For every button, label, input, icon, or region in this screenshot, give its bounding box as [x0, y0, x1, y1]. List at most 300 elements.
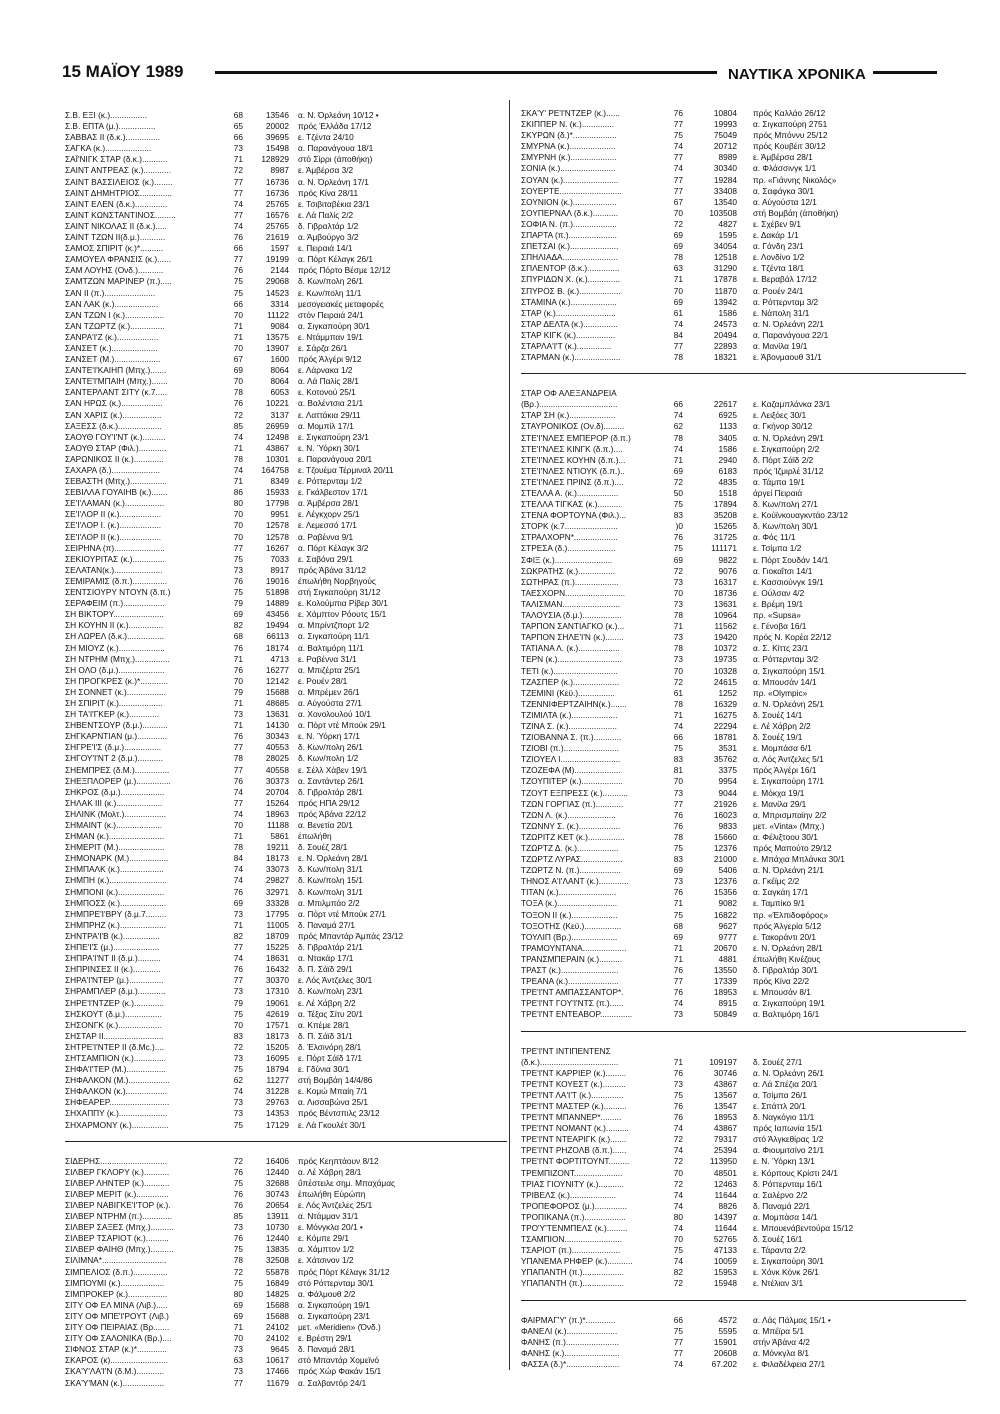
build-year: 74	[233, 875, 243, 886]
tonnage: 14353	[265, 1108, 289, 1119]
ship-row	[65, 1053, 507, 1064]
position-note: ε. Τζουέμα Τέρμιναλ 20/11	[298, 465, 394, 475]
ship-name: ΣΩΤΗΡΑΣ (π.)...................	[521, 576, 619, 587]
ship-name: ΣΗ ΒΙΚΤΟΡΥ......................	[65, 609, 164, 620]
build-year: 77	[673, 174, 683, 185]
ship-row	[65, 432, 507, 443]
ship-name: ΣΑΝΤΕΡΛΑΝΤ ΣΙΤΥ (κ.7.....	[65, 387, 168, 398]
position-note: πρός Μπόννυ 25/12	[753, 130, 828, 141]
tonnage: 16277	[265, 664, 289, 675]
tonnage: 16432	[265, 964, 289, 975]
tonnage: 13546	[265, 110, 289, 120]
ship-row	[65, 1244, 507, 1255]
ship-name: ΣΠΑΡΤΑ (π.).....................	[521, 230, 617, 241]
ship-row	[521, 297, 966, 308]
tonnage: 5595	[718, 1325, 737, 1336]
build-year: 65	[233, 121, 243, 132]
position-note: α. Ραβέννα 9/1	[298, 531, 354, 542]
ship-name: ΣΑΝ ΙΙ (π.)......................	[65, 287, 156, 298]
ship-row	[65, 1200, 507, 1211]
build-year: 73	[233, 1222, 243, 1233]
tonnage: 10964	[713, 610, 737, 621]
ship-name: ΣΟΥΑΝ (κ.)........................	[521, 174, 619, 185]
build-year: 74	[673, 1200, 683, 1211]
tonnage: 9082	[718, 898, 737, 909]
position-note: μετ. «Vinta» (Μπχ.)	[753, 820, 825, 831]
ship-name: ΣΕΛΑΤΑΝ(κ.).....................	[65, 564, 163, 575]
position-note: α. Φάλμουθ 2/2	[298, 1288, 356, 1299]
position-note: δ. Γιβραλτάρ 28/1	[298, 786, 363, 797]
tonnage: 47133	[713, 1245, 737, 1256]
ship-row	[65, 787, 507, 798]
ship-name: ΣΗΤΣΑΜΠΙΟΝ (κ.)..............	[65, 1052, 167, 1063]
position-note: πρός Άλγέρι 9/12	[298, 354, 362, 365]
ship-name: ΣΕ'Ι'ΛΑΜΑΝ (κ.).................	[65, 498, 165, 509]
position-note: δ. Σουέζ 28/1	[298, 842, 348, 853]
build-year: 73	[673, 876, 683, 887]
build-year: 69	[233, 1310, 243, 1321]
ship-name: ΣΗΠΡΙΝΣΕΣ ΙΙ (κ.)............	[65, 964, 161, 975]
tonnage: 17571	[265, 1019, 289, 1030]
position-note: α. Βαλτιμόρη 16/1	[753, 1009, 820, 1020]
tonnage: 9951	[270, 509, 289, 520]
build-year: 78	[673, 252, 683, 263]
ship-row	[521, 1315, 966, 1326]
tonnage: 8989	[718, 152, 737, 163]
build-year: 69	[233, 897, 243, 908]
ship-row	[65, 310, 507, 321]
ship-name: ΦΑΝΕΛΙ (κ.)......................	[521, 1325, 618, 1336]
position-note: δ. Π. Σάϊδ 29/1	[298, 964, 353, 975]
ship-name: ΣΗΦΑΛΚΟΝ (Μ.)..................	[65, 1075, 170, 1086]
tonnage: 16822	[713, 909, 737, 920]
ship-row	[65, 676, 507, 687]
build-year: 74	[673, 1358, 683, 1369]
ship-row	[521, 1278, 966, 1289]
ship-row	[65, 665, 507, 676]
position-note: ε. Ρόττερνταμ 1/2	[298, 476, 363, 487]
ship-row	[521, 1068, 966, 1079]
tonnage: 13540	[713, 196, 737, 207]
ship-row	[521, 1256, 966, 1267]
position-note: δ. Κων/πολη 31/1	[298, 864, 363, 875]
ship-row	[521, 788, 966, 799]
ship-name: ΣΑΞΕΣΣ (δ.κ.)...................	[65, 420, 162, 431]
build-year: 62	[673, 421, 683, 432]
ship-row	[65, 476, 507, 487]
ship-row	[521, 1348, 966, 1359]
ship-name: ΣΗΦΑΛΚΟΝ (κ.)..................	[65, 1086, 168, 1097]
ship-row	[521, 274, 966, 285]
position-note: α. Φός 11/1	[753, 532, 796, 543]
ship-row	[521, 666, 966, 677]
tonnage: 15660	[713, 831, 737, 842]
position-note: α. Λέ Χάβρη 28/1	[298, 1166, 362, 1177]
ship-row	[65, 188, 507, 199]
tonnage: 24573	[713, 318, 737, 329]
ship-row	[65, 1333, 507, 1344]
build-year: 67	[673, 196, 683, 207]
position-note: ε. Ταμπίκο 9/1	[753, 898, 805, 909]
ship-row	[65, 1344, 507, 1355]
tonnage: 15688	[265, 1299, 289, 1310]
ship-row	[521, 308, 966, 319]
ship-row	[521, 965, 966, 976]
ship-row	[65, 942, 507, 953]
ship-name: ΣΚΑ'Υ'ΛΑ'Ι'Ν (δ.Μ.)............	[65, 1366, 165, 1377]
build-year: 71	[233, 442, 243, 453]
tonnage: 75049	[713, 130, 737, 141]
build-year: 76	[673, 108, 683, 118]
ship-row	[521, 1190, 966, 1201]
ship-row	[65, 875, 507, 886]
ship-name: ΣΙΤΥ ΟΦ ΕΛ ΜΙΝΑ (Λιβ.).....	[65, 1299, 168, 1310]
position-note: ε. Μόκχα 19/1	[753, 787, 805, 798]
tonnage: 30746	[713, 1067, 737, 1078]
position-note: α. Μπρισμπαίην 2/2	[753, 809, 827, 820]
ship-row	[521, 175, 966, 186]
position-note: ε. Ούλσαν 4/2	[753, 587, 805, 598]
build-year: 70	[673, 587, 683, 598]
ship-row	[521, 876, 966, 887]
ship-row	[65, 354, 507, 365]
ship-name: ΣΑΓΚΑ (κ.)....................	[65, 143, 152, 154]
ship-row	[521, 230, 966, 241]
position-note: α. Λά Σπέζια 20/1	[753, 1078, 818, 1089]
position-note: ε. Άμβέρσα 28/1	[753, 152, 813, 163]
ship-row	[521, 510, 966, 521]
ship-name: ΣΗ ΣΠΙΡΙΤ (κ.)...................	[65, 697, 163, 708]
ship-row	[65, 221, 507, 232]
ship-row	[521, 954, 966, 965]
ship-name: ΤΖΩΝ ΓΟΡΓΙΑΣ (π.)............	[521, 798, 624, 809]
ship-row	[65, 1267, 507, 1278]
ship-row	[65, 709, 507, 720]
ship-name: ΣΑΙΝΤ ΒΑΣΣΙΛΕΙΟΣ (κ.)........	[65, 176, 173, 187]
position-note: α. Σ. Κίττς 23/1	[753, 643, 809, 654]
position-note: α. Μομπίλ 17/1	[298, 420, 354, 431]
ship-row	[521, 263, 966, 274]
tonnage: 4881	[718, 953, 737, 964]
ship-name: ΣΗ ΜΙΟΥΖ (κ.)....................	[65, 642, 165, 653]
ship-name: ΦΑΙΡΜΑΓ'Υ' (π.)*.............	[521, 1314, 616, 1325]
ship-name: ΣΗΜΑΝ (κ.)........................	[65, 831, 165, 842]
tonnage: 1586	[718, 443, 737, 454]
build-year: 77	[233, 797, 243, 808]
ship-row	[65, 143, 507, 154]
build-year: 69	[673, 230, 683, 241]
position-note: δ. Πόρτ Σάϊδ 2/2	[753, 454, 814, 465]
position-note: ε. Άμβέρσα 3/2	[298, 165, 354, 176]
tonnage: 1597	[270, 243, 289, 254]
build-year: 74	[233, 431, 243, 442]
position-note: ε. Κόρπους Κρίστι 24/1	[753, 1167, 838, 1178]
build-year: 70	[233, 520, 243, 531]
ship-name: ΤΑΤΙΑΝΑ Λ. (κ.)..................	[521, 643, 620, 654]
tonnage: 111171	[711, 543, 737, 554]
ship-row	[521, 433, 966, 444]
tonnage: 9076	[718, 565, 737, 576]
build-year: 77	[233, 176, 243, 187]
ship-name: ΣΟΥΠΕΡΝΑΛ (δ.κ.)...........	[521, 207, 619, 218]
position-note: ε. Λέ Χάβρη 2/2	[753, 720, 811, 731]
position-note: ε. Σιγκαπούρη 23/1	[298, 431, 369, 442]
ship-name: ΤΖΟΥΤ ΕΞΠΡΕΣΣ (κ.)...........	[521, 787, 628, 798]
build-year: 75	[233, 287, 243, 298]
ship-name: ΤΖΙΝΑ Σ. (κ.).....................	[521, 720, 617, 731]
build-year: 74	[233, 808, 243, 819]
tonnage: 40553	[265, 742, 289, 753]
ship-row	[65, 998, 507, 1009]
position-note: πρός Άλγέρι 16/1	[753, 765, 817, 776]
ship-name: ΣΠΥΡΙΔΩΝ Χ. (κ.)..............	[521, 274, 620, 285]
build-year: 84	[673, 329, 683, 340]
ship-name: ΤΡΕ'Ι'ΝΤ ΡΗΖΟΛΒ (δ.π.)......	[521, 1145, 627, 1156]
ship-name: ΤΡΕ'Ι'ΝΤ ΚΟΥΕΣΤ (κ.)..........	[521, 1078, 626, 1089]
tonnage: 19199	[265, 254, 289, 265]
position-note: α. Μομπάσα 14/1	[753, 1211, 818, 1222]
ship-row	[521, 699, 966, 710]
tonnage: 16023	[713, 809, 737, 820]
ship-name: ΣΑΝ ΤΖΩΡΤΖ (κ.)...............	[65, 320, 165, 331]
position-note: α. Χάμπτον 1/2	[298, 1244, 355, 1255]
ship-name: ΣΙΜΠΟΥΜΙ (κ.)...................	[65, 1277, 165, 1288]
ship-name: ΣΗ ΣΟΝΝΕΤ (κ.).................	[65, 686, 166, 697]
build-year: 76	[233, 1200, 243, 1210]
tonnage: 4827	[718, 218, 737, 229]
ship-name: ΣΑΙΝΤ ΚΩΝΣΤΑΝΤΙΝΟΣ.........	[65, 209, 176, 220]
ship-row	[65, 609, 507, 620]
ship-row	[521, 532, 966, 543]
build-year: 69	[673, 465, 683, 476]
ship-name: ΣΑΝ ΗΡΩΣ (κ.)..................	[65, 398, 163, 409]
position-note: α. Φλάσσινγκ 1/1	[753, 163, 817, 174]
tonnage: 3314	[270, 298, 289, 309]
ship-name: ΣΠΗΛΙΑΔΑ........................	[521, 252, 618, 263]
position-note: ε. Σέλλ Χάβεν 19/1	[298, 764, 368, 775]
position-note: ε. Τζέντα 18/1	[753, 263, 805, 274]
build-year: 77	[673, 1336, 683, 1347]
build-year: 73	[673, 654, 683, 665]
tonnage: 10059	[713, 1256, 737, 1267]
build-year: 69	[673, 554, 683, 565]
ship-row	[521, 765, 966, 776]
build-year: 70	[233, 509, 243, 520]
ship-name: ΣΕΒΑΣΤΗ (Μπχ.)................	[65, 476, 167, 487]
ship-row	[65, 1031, 507, 1042]
ship-name: ΣΗΧΑΡΜΟΝΥ (κ.)................	[65, 1119, 169, 1130]
position-note: ε. Σπάττλ 20/1	[753, 1100, 806, 1111]
ship-row	[521, 932, 966, 943]
position-note: πρός Μαπούτο 29/12	[753, 843, 832, 853]
build-year: 70	[673, 1167, 683, 1178]
tonnage: 29763	[265, 1097, 289, 1108]
left-column	[65, 110, 507, 1389]
ship-row	[65, 210, 507, 221]
build-year: 84	[233, 853, 243, 864]
ship-name: ΣΤΕ'Ι'ΝΛΕΣ ΝΤΙΟΥΚ (δ.π.)..	[521, 465, 625, 476]
ship-name: ΣΗΜΠΡΗΖ (κ.)....................	[65, 919, 167, 930]
tonnage: 15933	[265, 487, 289, 498]
position-note: πρός Κίνα 22/2	[753, 976, 810, 987]
ship-name: ΣΑΝΤΕ'Ι'ΚΑΙΗΠ (Μπχ.).......	[65, 365, 167, 376]
position-note: α. Πόρτ ντέ Μπούκ 29/1	[298, 720, 386, 731]
ship-name: ΣΕΙΡΗΝΑ (π)......................	[65, 542, 165, 553]
ship-name: ΣΤΑΡΛΑ'Ι'Τ (κ.)...............	[521, 340, 612, 351]
ship-name: ΣΤΡΑΛΧΟΡΝ*...................	[521, 532, 618, 543]
ship-name: ΣΙΤΥ ΟΦ ΣΑΛΟΝΙΚΑ (Βρ.)....	[65, 1333, 172, 1344]
build-year: 61	[673, 307, 683, 318]
ship-name: ΤΑΡΠΟΝ ΣΗΛΕ'Ι'Ν (κ.)........	[521, 632, 624, 643]
ship-name: ΣΤΑΡ (κ.)..........................	[521, 307, 616, 318]
ship-name: ΣΑΝΣΕΤ (Μ.)....................	[65, 354, 161, 365]
ship-row	[521, 643, 966, 654]
position-note: ε. Νάπολη 31/1	[753, 307, 810, 318]
tonnage: 3531	[718, 743, 737, 754]
ship-name: ΣΑΟΥΘ ΣΤΑΡ (Φιλ.)............	[65, 442, 167, 453]
ship-name: ΤΑΛΙΣΜΑΝ.........................	[521, 598, 621, 609]
position-note: στό Μπαντάρ Χομεϊνό	[298, 1355, 379, 1366]
ship-row	[521, 444, 966, 455]
ship-row	[65, 1189, 507, 1200]
build-year: 74	[233, 198, 243, 209]
position-note: α. Σαντάντερ 26/1	[298, 775, 364, 786]
position-note: δ. Κων/πολη 26/1	[298, 742, 363, 753]
ship-list-section	[65, 110, 507, 1131]
ship-name: ΣΗΠΕ'Ι'Σ (μ.)....................	[65, 942, 160, 953]
ship-row	[65, 1156, 507, 1167]
build-year: 78	[233, 842, 243, 853]
build-year: 73	[673, 576, 683, 587]
build-year: 78	[673, 432, 683, 443]
ship-name: ΣΗΜΠΑΛΚ (κ.)...................	[65, 864, 164, 875]
ship-name: ΣΑΜΟΣ ΣΠΙΡΙΤ (κ.)*..........	[65, 243, 164, 254]
ship-name: ΤΖΩΝ Λ. (κ.).....................	[521, 809, 616, 820]
ship-row	[65, 177, 507, 188]
tonnage: 16736	[265, 187, 289, 198]
tonnage: 14889	[265, 598, 289, 609]
ship-row	[65, 853, 507, 864]
position-note: πρός Βέντσπιλς 23/12	[298, 1108, 380, 1119]
build-year: 70	[233, 1333, 243, 1344]
build-year: 75	[673, 543, 683, 554]
ship-name: ΣΙΛΒΕΡ ΦΑΙΗΘ (Μπχ.)..........	[65, 1244, 174, 1255]
ship-name: Σ.Β. ΕΠΤΑ (μ.)................	[65, 121, 156, 132]
ship-row	[521, 688, 966, 699]
ship-name: ΤΖΩΡΤΖ Ν. (π.)..................	[521, 865, 621, 876]
ship-name: ΣΕ'Ι'ΛΟΡ Ι. (κ.)..................	[65, 520, 162, 531]
ship-row	[521, 843, 966, 854]
tonnage: 24102	[265, 1322, 289, 1333]
position-note: α. Ν. Όρλεάνη 10/12 •	[298, 110, 379, 120]
ship-row	[521, 555, 966, 566]
tonnage: 1252	[718, 687, 737, 698]
ship-name: ΤΡΕ'Ι'ΝΤ ΛΑ'Ι'Τ (κ.)..............	[521, 1089, 624, 1100]
ship-name: ΣΗΜΠΡΕ'Ι'ΒΡΥ (δ.μ.7.........	[65, 908, 167, 919]
ship-name: ΤΖΟΥΠΙΤΕΡ (κ.)..................	[521, 776, 623, 787]
position-note: δ. Παναμά 27/1	[298, 919, 355, 930]
tonnage: 8987	[270, 165, 289, 176]
build-year: 66	[233, 132, 243, 143]
position-note: ε. Σαβόνα 29/1	[298, 553, 354, 564]
ship-row	[521, 477, 966, 488]
position-note: ε. Κασσιούνγκ 19/1	[753, 576, 824, 587]
tonnage: 13835	[265, 1244, 289, 1255]
tonnage: 16095	[265, 1052, 289, 1063]
position-note: ε. Λεμεσσό 17/1	[298, 520, 357, 531]
build-year: 68	[233, 110, 243, 120]
tonnage: 9822	[718, 554, 737, 565]
build-year: 71	[233, 320, 243, 331]
build-year: )0	[675, 521, 683, 532]
ship-row	[521, 1009, 966, 1020]
tonnage: 1518	[718, 488, 737, 498]
tonnage: 4713	[270, 653, 289, 664]
ship-name: ΤΡΕ'Ι'ΝΤ ΚΑΡΡΙΕΡ (κ.).........	[521, 1067, 627, 1078]
position-note: ε. Σιγκαπούρη 30/1	[753, 1256, 824, 1267]
ship-row	[65, 698, 507, 709]
position-note: ε. Χόνκ Κόνκ 26/1	[753, 1267, 819, 1278]
position-note: α. Κπέμε 28/1	[298, 1019, 350, 1030]
ship-name: ΣΕΚΙΟΥΡΙΤΑΣ (κ.)..............	[65, 553, 165, 564]
ship-name: ΣΑΝ ΤΖΩΝ Ι (κ.).................	[65, 309, 165, 320]
ship-row	[521, 632, 966, 643]
ship-row	[65, 687, 507, 698]
ship-row	[521, 1337, 966, 1348]
ship-row	[65, 376, 507, 387]
ship-name: (Βρ.)..................................	[521, 399, 618, 410]
position-note: α. Φιουμιτσίνο 21/1	[753, 1145, 824, 1156]
position-note: α. Ν. Όρλεάνη 26/1	[753, 1067, 824, 1078]
ship-row	[65, 199, 507, 210]
build-year: 83	[673, 510, 683, 521]
tonnage: 55878	[265, 1266, 289, 1277]
tonnage: 15356	[713, 887, 737, 898]
tonnage: 17339	[713, 976, 737, 987]
position-note: α. Σιγκαπούρη 30/1	[298, 320, 370, 331]
build-year: 80	[673, 1211, 683, 1222]
ship-row	[521, 799, 966, 810]
tonnage: 7033	[270, 553, 289, 564]
build-year: 68	[673, 920, 683, 931]
tonnage: 51898	[265, 587, 289, 598]
build-year: 76	[233, 886, 243, 897]
build-year: 62	[233, 1075, 243, 1086]
tonnage: 16317	[713, 576, 737, 587]
ship-row	[65, 1378, 507, 1389]
tonnage: 10372	[713, 643, 737, 654]
ship-row	[521, 130, 966, 141]
ship-row	[65, 565, 507, 576]
ship-row	[65, 387, 507, 398]
build-year: 73	[233, 1108, 243, 1119]
ship-name: ΣΗΜΟΝΑΡΚ (Μ.).................	[65, 853, 169, 864]
ship-row	[65, 1120, 507, 1131]
tonnage: 13567	[713, 1089, 737, 1100]
ship-name: ΤΡΕ'Ι'ΝΤ ΝΤΕΑΡΙΓΚ (κ.).......	[521, 1134, 627, 1145]
build-year: 73	[673, 632, 683, 643]
position-note: ε. Ντάμμπαν 19/1	[298, 331, 363, 342]
ship-name: ΣΕΒΙΛΛΑ ΓΟΥΑΙΗΒ (κ.).......	[65, 487, 168, 498]
ship-row	[521, 821, 966, 832]
ship-row	[65, 365, 507, 376]
ship-row	[65, 321, 507, 332]
build-year: 71	[233, 720, 243, 731]
tonnage: 16576	[265, 209, 289, 220]
build-year: 76	[673, 809, 683, 820]
build-year: 72	[233, 1266, 243, 1277]
ship-name: ΣΙΤΥ ΟΦ ΠΕΙΡΑΙΑΣ (Βρ.......	[65, 1322, 170, 1333]
